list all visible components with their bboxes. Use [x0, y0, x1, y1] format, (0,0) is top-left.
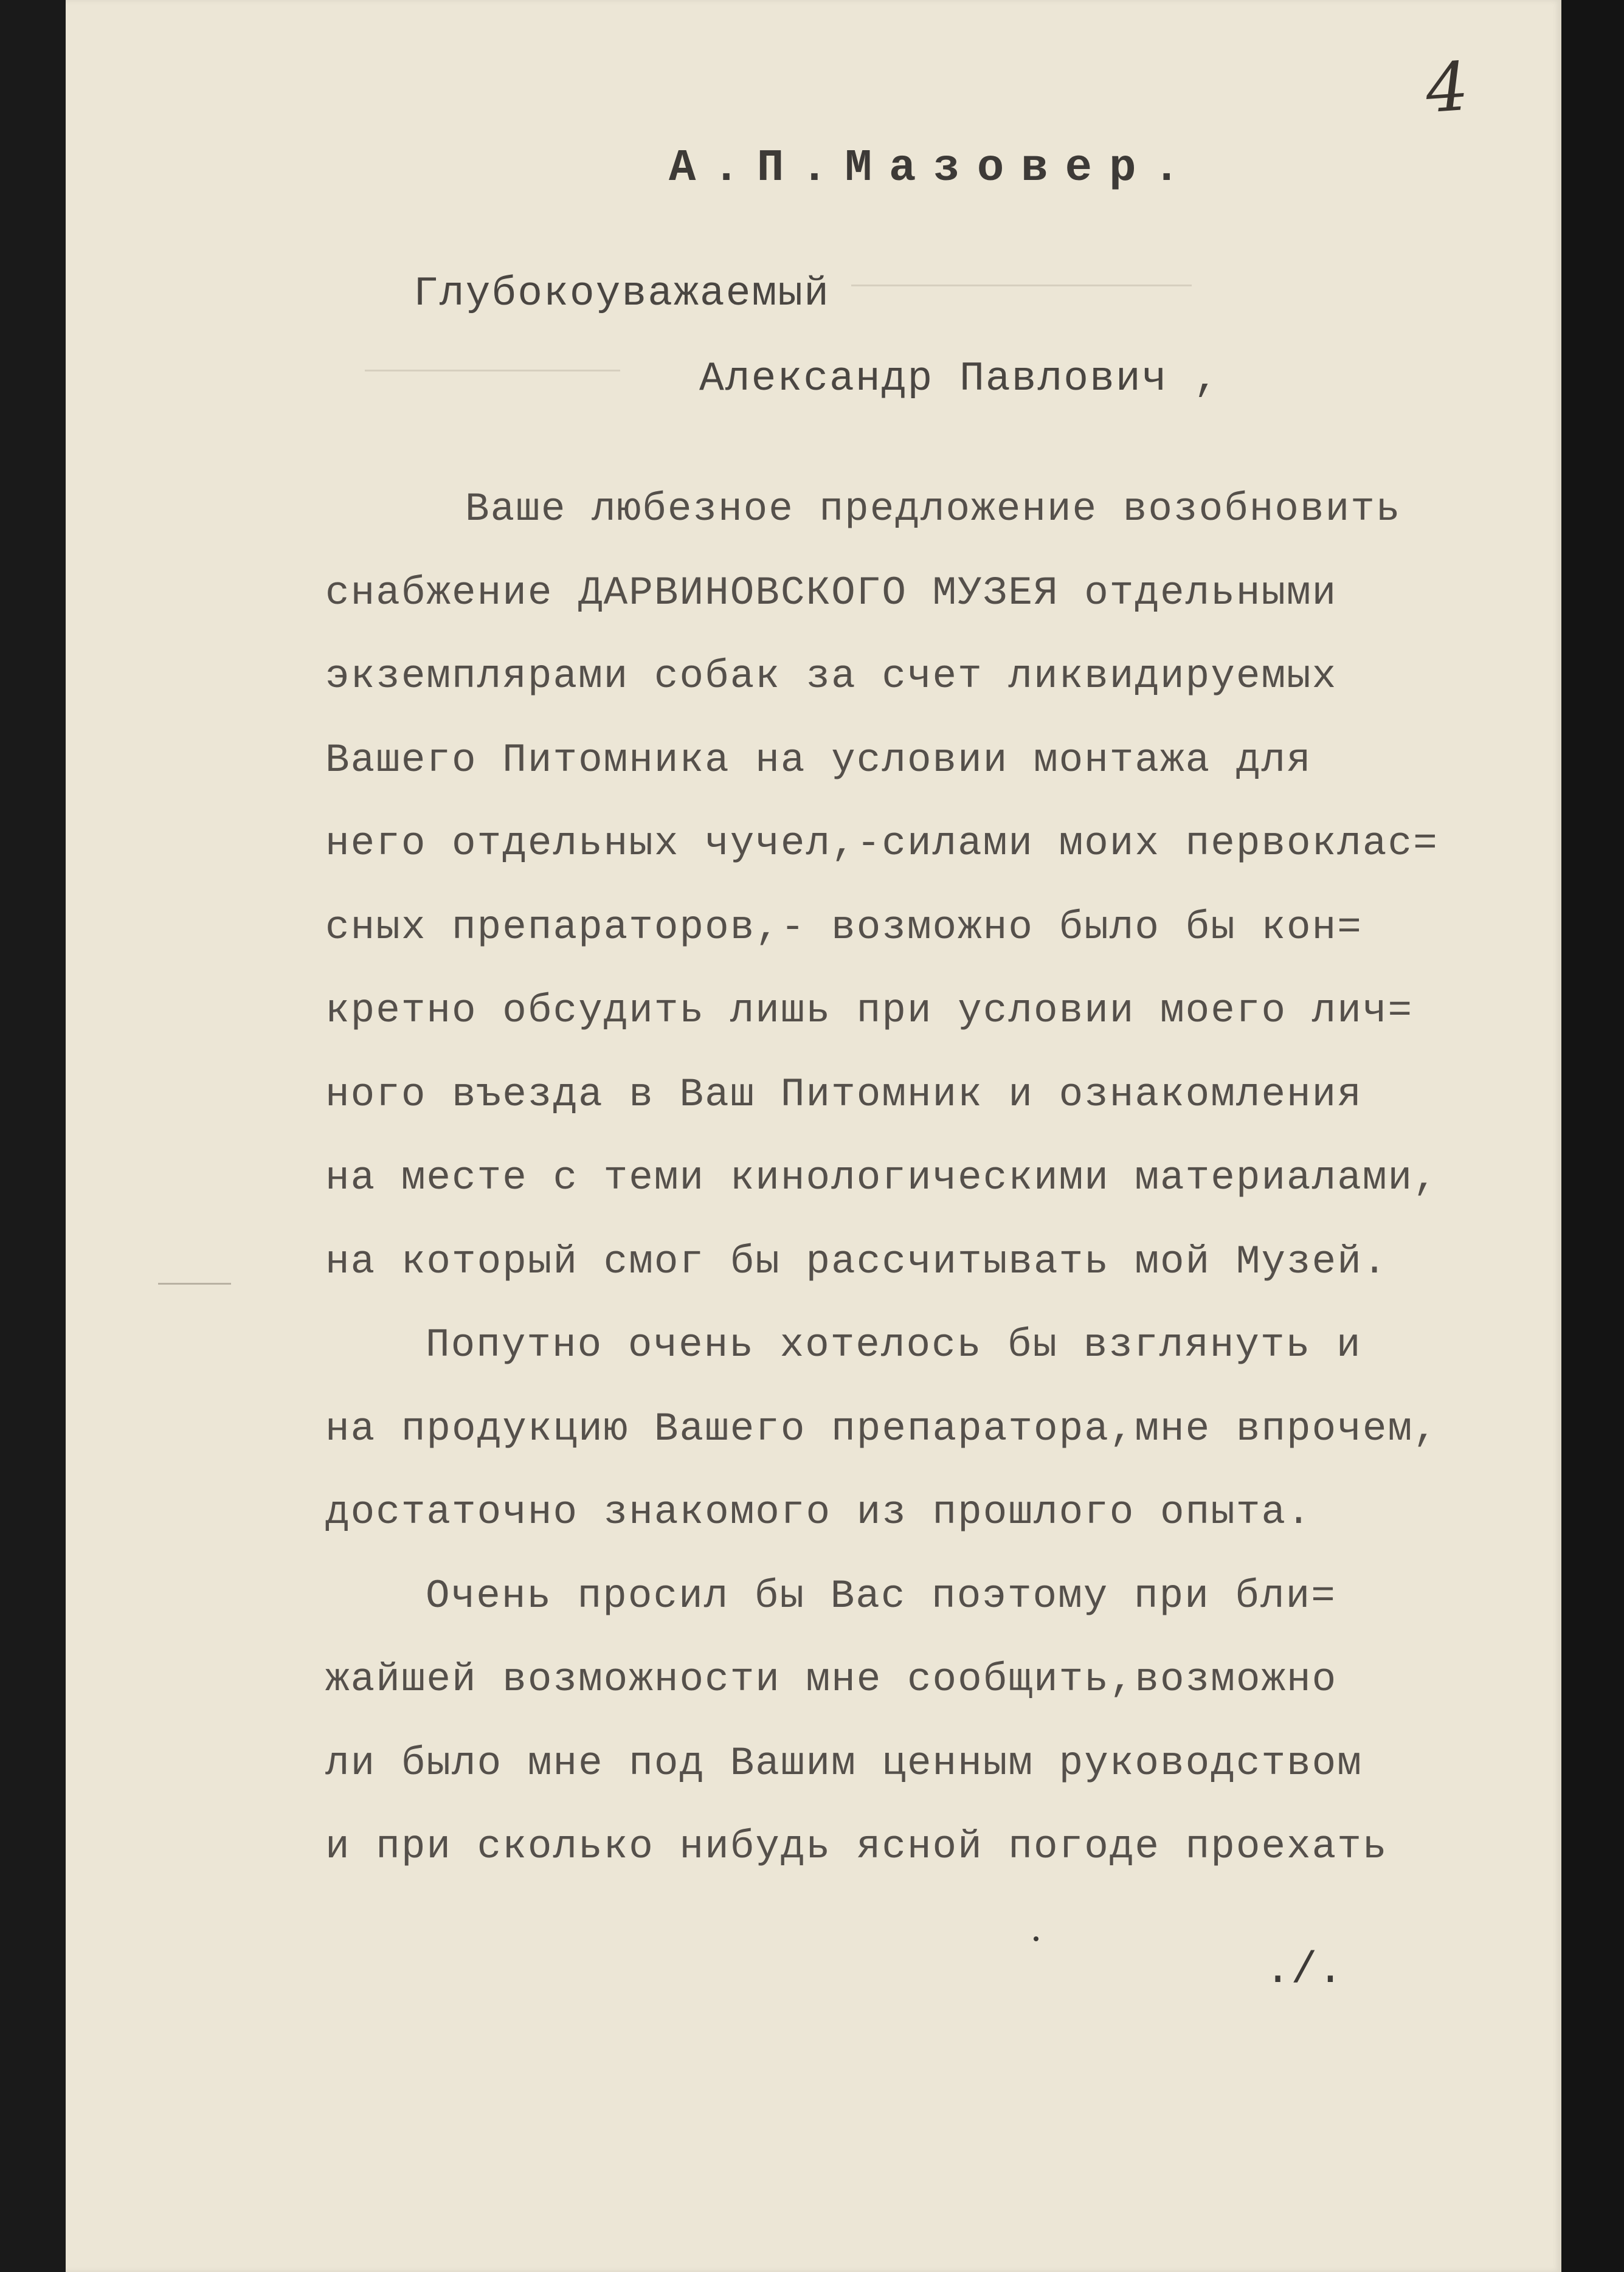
body-line: снабжение ДАРВИНОВСКОГО МУЗЕЯ отдельными: [325, 570, 1338, 616]
body-line: на продукцию Вашего препаратора,мне впрочем,: [325, 1406, 1439, 1452]
body-line: Вашего Питомника на условии монтажа для: [325, 737, 1312, 783]
body-line: на который смог бы рассчитывать мой Музей.: [325, 1238, 1388, 1285]
body-line: ли было мне под Вашим ценным руководством: [325, 1740, 1363, 1786]
ink-dot: [1034, 1936, 1038, 1941]
margin-mark: [158, 1283, 231, 1285]
body-line: сных препараторов,- возможно было бы кон=: [325, 904, 1363, 950]
salutation-line-1: Глубокоуважаемый: [413, 271, 830, 317]
body-line: Ваше любезное предложение возобновить: [465, 486, 1401, 532]
margin-mark: [851, 285, 1192, 286]
body-line: Очень просил бы Вас поэтому при бли=: [426, 1573, 1336, 1619]
scan-border: [1561, 0, 1624, 2272]
body-line: него отдельных чучел,-силами моих первоклас=: [325, 821, 1439, 866]
body-line: жайшей возможности мне сообщить,возможно: [325, 1657, 1338, 1702]
document-sheet: [66, 0, 1561, 2272]
letter-heading: А.П.Мазовер.: [669, 143, 1197, 194]
body-line: на месте с теми кинологическими материалами,: [325, 1155, 1439, 1201]
body-line: ного въезда в Ваш Питомник и ознакомления: [325, 1071, 1363, 1117]
page-number: 4: [1423, 47, 1471, 128]
body-line: Попутно очень хотелось бы взглянуть и: [426, 1322, 1362, 1368]
body-line: и при сколько нибудь ясной погоде проехать: [325, 1824, 1388, 1870]
salutation-line-2: Александр Павлович ,: [699, 356, 1220, 402]
margin-mark: [365, 370, 620, 371]
continuation-mark: ./.: [1265, 1946, 1344, 1995]
body-line: кретно обсудить лишь при условии моего лич=: [325, 988, 1414, 1034]
body-line: экземплярами собак за счет ликвидируемых: [325, 654, 1338, 699]
body-line: достаточно знакомого из прошлого опыта.: [325, 1490, 1312, 1535]
